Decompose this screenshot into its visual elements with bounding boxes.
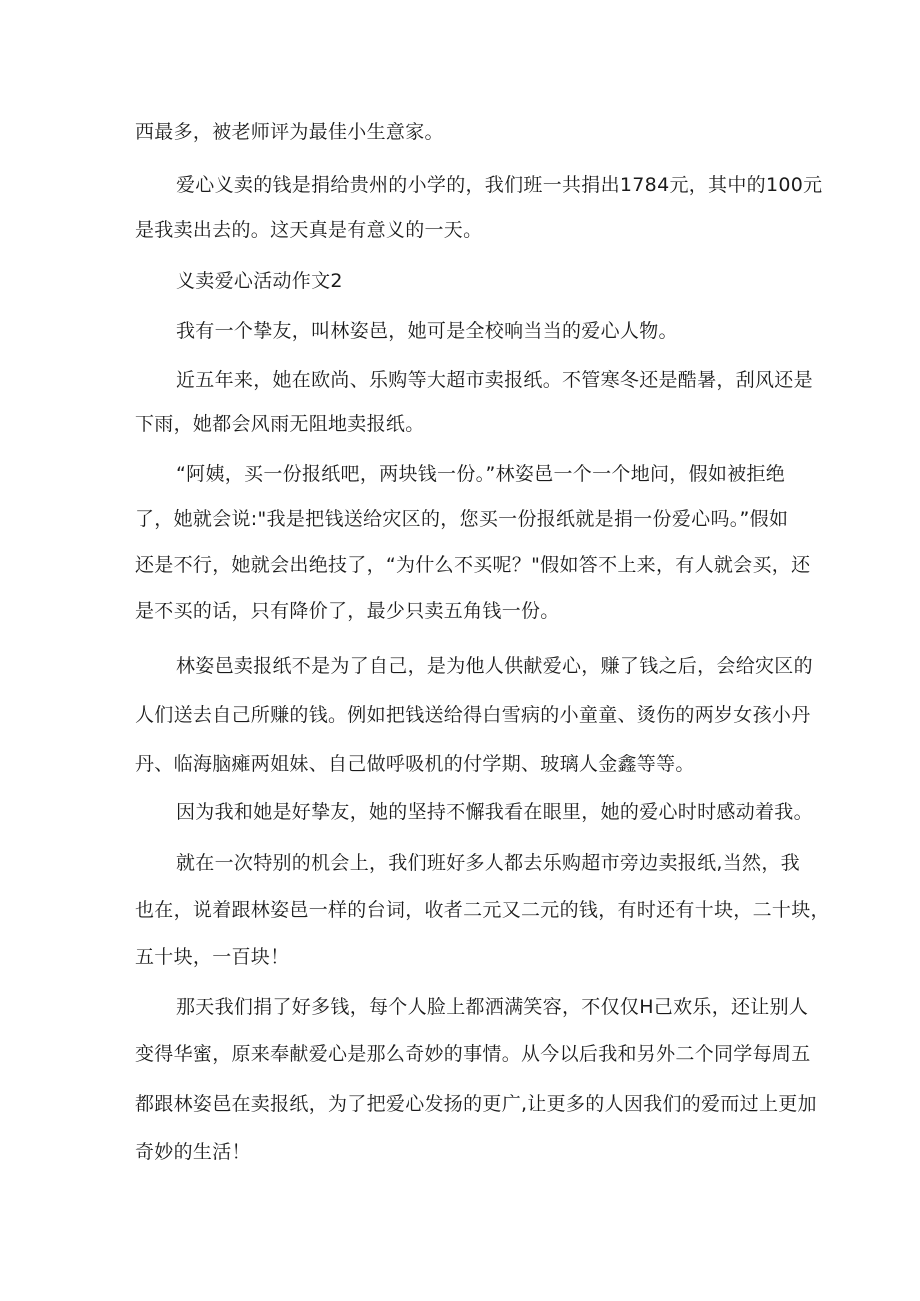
text-line: 是我卖出去的。这天真是有意义的一天。 [135,219,483,241]
text-line: 是不买的话，只有降价了，最少只卖五角钱一份。 [135,600,560,622]
text-line: 那天我们捐了好多钱，每个人脸上都洒满笑容，不仅仅H己欢乐，还让别人 [176,996,809,1018]
text-line: 人们送去自己所赚的钱。例如把钱送给得白雪病的小童童、烫伤的两岁女孩小丹 [135,704,811,726]
text-line: 西最多，被老师评为最佳小生意家。 [135,121,444,143]
text-line: 丹、临海脑瘫两姐妹、自己做呼吸机的付学期、玻璃人金鑫等等。 [135,753,695,775]
text-line: 近五年来，她在欧尚、乐购等大超市卖报纸。不管寒冬还是酷暑，刮风还是 [176,369,813,391]
section-heading: 义卖爱心活动作文2 [176,270,343,292]
text-line: 爱心义卖的钱是捐给贵州的小学的，我们班一共捐出1784元，其中的100元 [176,174,823,196]
text-line: “阿姨，买一份报纸吧，两块钱一份。”林姿邑一个一个地问，假如被拒绝 [176,463,786,485]
text-line: 奇妙的生活！ [135,1141,251,1163]
text-line: 了，她就会说:"我是把钱送给灾区的，您买一份报纸就是捐一份爱心吗。”假如 [135,508,789,530]
text-line: 五十块，一百块！ [135,946,290,968]
text-line: 还是不行，她就会出绝技了，“为什么不买呢？"假如答不上来，有人就会买，还 [135,554,811,576]
text-line: 下雨，她都会风雨无阻地卖报纸。 [135,413,425,435]
text-line: 都跟林姿邑在卖报纸，为了把爱心发扬的更广,让更多的人因我们的爱而过上更加 [135,1093,817,1115]
text-line: 因为我和她是好挚友，她的坚持不懈我看在眼里，她的爱心时时感动着我。 [176,801,813,823]
text-line: 也在，说着跟林姿邑一样的台词，收者二元又二元的钱，有时还有十块，二十块， [135,899,830,921]
text-line: 林姿邑卖报纸不是为了自己，是为他人供献爱心，赚了钱之后，会给灾区的 [176,655,813,677]
text-line: 就在一次特别的机会上，我们班好多人都去乐购超市旁边卖报纸,当然，我 [176,852,800,874]
text-line: 我有一个挚友，叫林姿邑，她可是全校响当当的爱心人物。 [176,320,678,342]
text-line: 变得华蜜，原来奉献爱心是那么奇妙的事情。从今以后我和另外二个同学每周五 [135,1043,811,1065]
